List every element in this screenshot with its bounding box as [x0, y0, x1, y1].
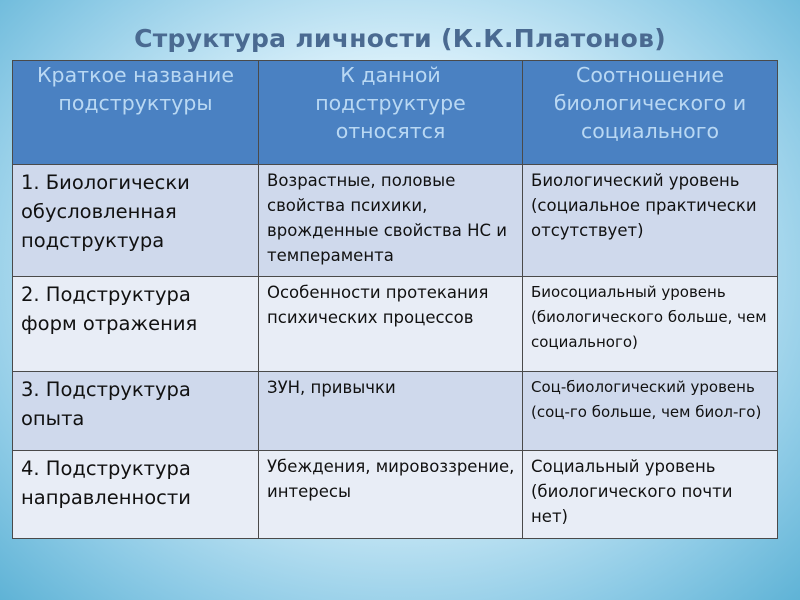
cell-includes: Возрастные, половые свойства психики, врожденные свойства НС и темперамента [259, 165, 523, 277]
personality-structure-table [12, 60, 778, 539]
cell-substructure-name: 2. Подструктура форм отражения [13, 277, 259, 372]
cell-substructure-name: 4. Подструктура направленности [13, 451, 259, 539]
cell-ratio: Социальный уровень (биологического почти нет) [523, 451, 778, 539]
cell-includes: Убеждения, мировоззрение, интересы [259, 451, 523, 539]
table-row [13, 451, 778, 539]
table-header-row [13, 61, 778, 165]
cell-ratio: Биосоциальный уровень (биологического больше, чем социального) [523, 277, 778, 372]
cell-includes: ЗУН, привычки [259, 372, 523, 451]
table-row [13, 372, 778, 451]
cell-substructure-name: 1. Биологически обусловленная подструктура [13, 165, 259, 277]
header-ratio: Соотношение биологического и социального [523, 61, 778, 165]
cell-substructure-name: 3. Подструктура опыта [13, 372, 259, 451]
table-row [13, 277, 778, 372]
page-title: Структура личности (К.К.Платонов) [134, 24, 666, 53]
header-includes: К данной подструктуре относятся [259, 61, 523, 165]
cell-ratio: Биологический уровень (социальное практически отсутствует) [523, 165, 778, 277]
cell-includes: Особенности протекания психических процессов [259, 277, 523, 372]
cell-ratio: Соц-биологический уровень (соц-го больше, чем биол-го) [523, 372, 778, 451]
table-row [13, 165, 778, 277]
header-short-name: Краткое название подструктуры [13, 61, 259, 165]
